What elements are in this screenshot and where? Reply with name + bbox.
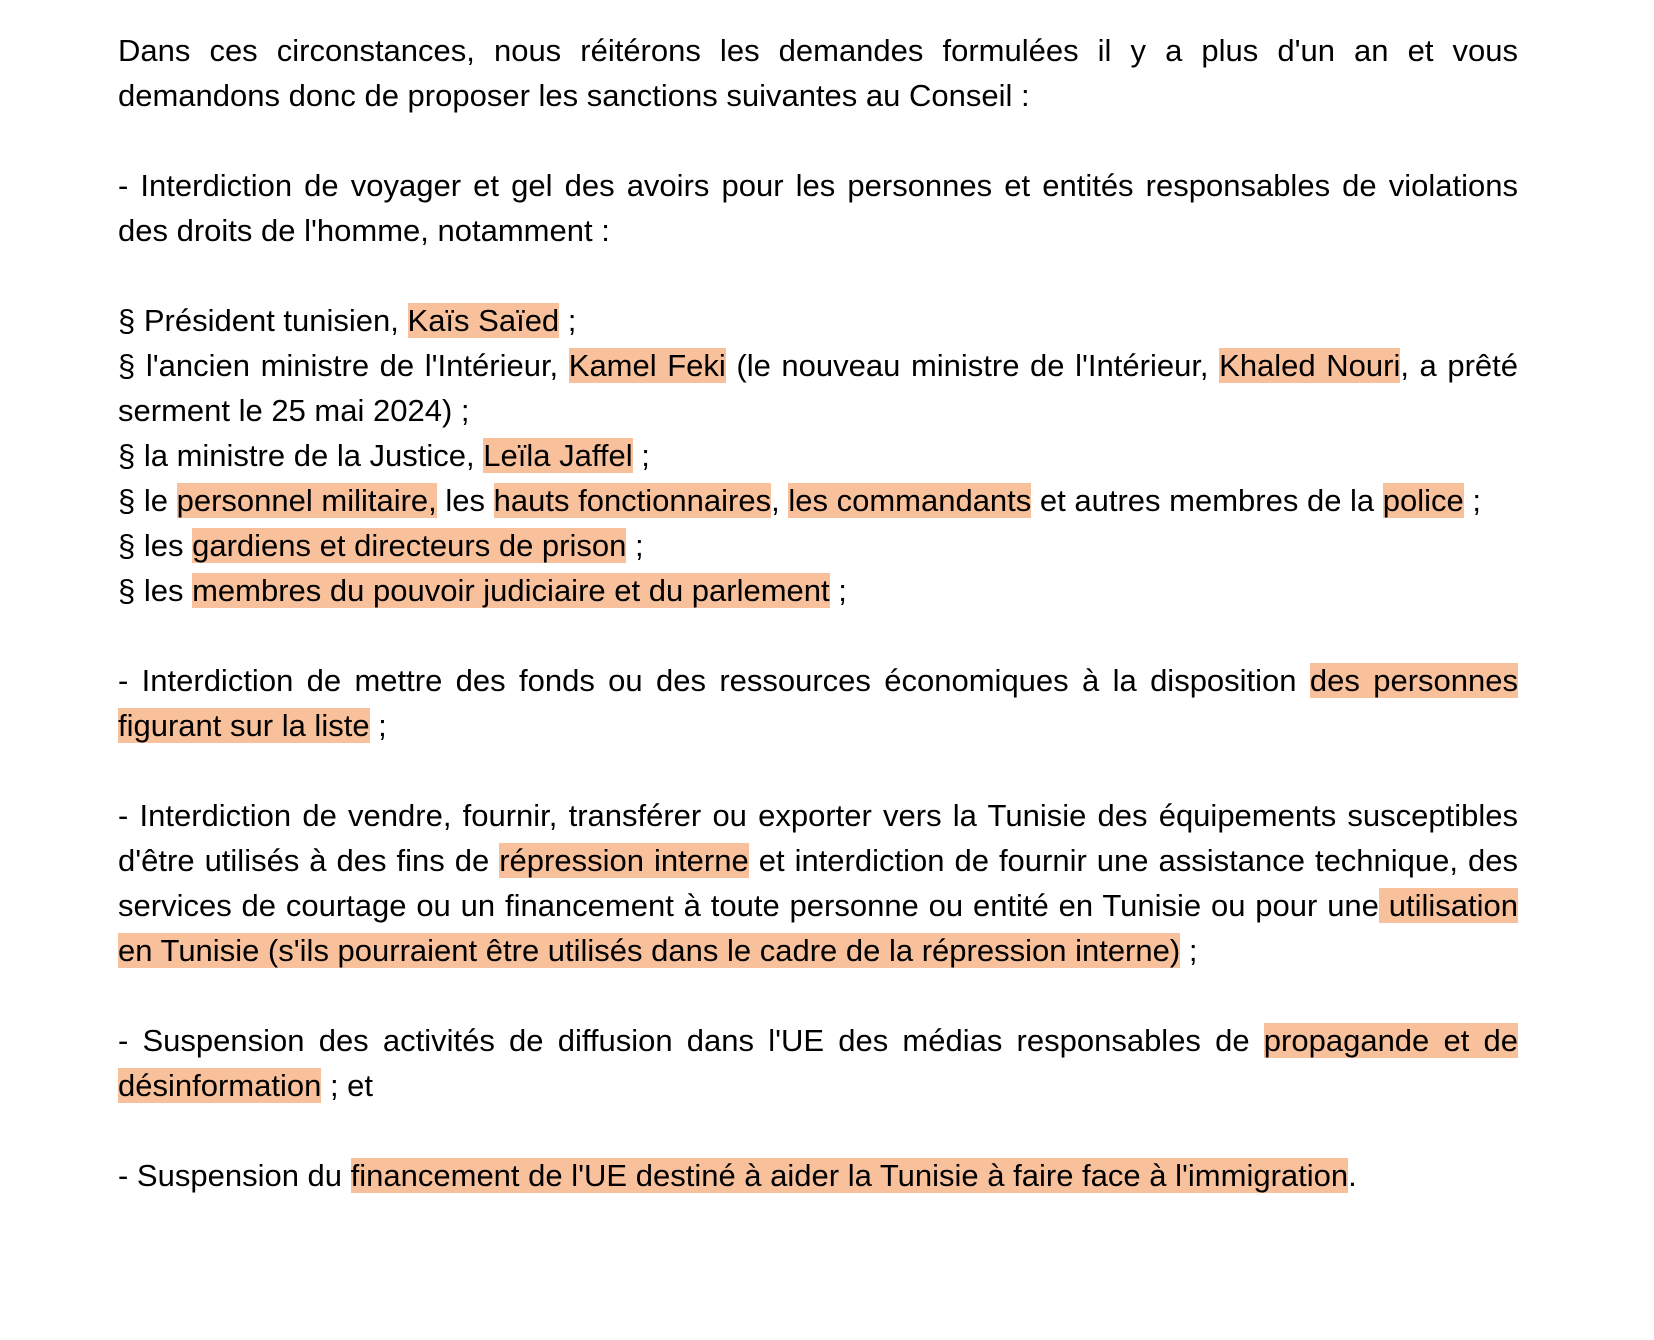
text-segment: (le nouveau ministre de l'Intérieur, bbox=[725, 348, 1220, 383]
list-item bbox=[118, 298, 1518, 343]
highlighted-text: membres du pouvoir judiciaire et du parlement bbox=[192, 573, 830, 608]
highlighted-text: financement de l'UE destiné à aider la Tunisie à faire face à l'immigration bbox=[350, 1158, 1349, 1193]
text-segment: § l'ancien ministre de l'Intérieur, bbox=[118, 348, 569, 383]
text-segment: - Interdiction de mettre des fonds ou des ressources économiques à la disposition bbox=[118, 663, 1310, 698]
text-segment: ; bbox=[1463, 483, 1482, 518]
highlighted-text: hauts fonctionnaires bbox=[493, 483, 772, 518]
persons-list bbox=[118, 298, 1518, 613]
paragraph-travel-ban bbox=[118, 163, 1518, 253]
highlighted-text: répression interne bbox=[499, 843, 749, 878]
text-segment: . bbox=[1348, 1158, 1357, 1193]
paragraph-media-suspension bbox=[118, 1018, 1518, 1108]
text-segment: , bbox=[771, 483, 789, 518]
text-segment: ; bbox=[626, 528, 644, 563]
list-item bbox=[118, 568, 1518, 613]
highlighted-text: Leïla Jaffel bbox=[483, 438, 633, 473]
text-segment: , a prêté serment le 25 mai 2024) ; bbox=[118, 348, 1519, 428]
text-segment: - Suspension des activités de diffusion dans l'UE des médias responsables de bbox=[118, 1023, 1264, 1058]
list-item bbox=[118, 433, 1518, 478]
highlighted-text: police bbox=[1382, 483, 1464, 518]
paragraph-funds-ban bbox=[118, 658, 1518, 748]
text-segment: § Président tunisien, bbox=[118, 303, 408, 338]
text-segment: et interdiction de fournir une assistance technique, des services de courtage ou un financement à toute personne ou entité en Tunisie ou pour une bbox=[118, 843, 1518, 923]
text-segment: ; et bbox=[321, 1068, 374, 1103]
list-item bbox=[118, 343, 1518, 433]
text-segment: ; bbox=[1180, 933, 1198, 968]
text-segment: § la ministre de la Justice, bbox=[118, 438, 484, 473]
paragraph-intro bbox=[118, 28, 1518, 118]
highlighted-text: des personnes figurant sur la liste bbox=[118, 663, 1518, 743]
text-segment: ; bbox=[559, 303, 577, 338]
text-segment: et autres membres de la bbox=[1031, 483, 1383, 518]
text-segment: ; bbox=[369, 708, 387, 743]
text-segment: § les bbox=[118, 528, 193, 563]
highlighted-text: gardiens et directeurs de prison bbox=[192, 528, 627, 563]
text-segment: les bbox=[436, 483, 494, 518]
text-segment: ; bbox=[829, 573, 847, 608]
list-item bbox=[118, 523, 1518, 568]
paragraph-funding-suspension bbox=[118, 1153, 1518, 1198]
highlighted-text: propagande et de désinformation bbox=[118, 1023, 1518, 1103]
paragraph-equipment-ban bbox=[118, 793, 1518, 973]
text-segment: - Interdiction de voyager et gel des avoirs pour les personnes et entités responsables de violations des droits de l'homme, notamment : bbox=[118, 168, 1518, 248]
document-body bbox=[118, 28, 1518, 1198]
highlighted-text: Khaled Nouri bbox=[1219, 348, 1401, 383]
text-segment: Dans ces circonstances, nous réitérons les demandes formulées il y a plus d'un an et vous demandons donc de proposer les sanctions suivantes au Conseil : bbox=[118, 33, 1518, 113]
text-segment: § les bbox=[118, 573, 193, 608]
highlighted-text: Kamel Feki bbox=[568, 348, 726, 383]
text-segment: ; bbox=[632, 438, 650, 473]
highlighted-text: les commandants bbox=[788, 483, 1032, 518]
text-segment: § le bbox=[118, 483, 177, 518]
list-item bbox=[118, 478, 1518, 523]
text-segment: - Interdiction de vendre, fournir, transférer ou exporter vers la Tunisie des équipements susceptibles d'être utilisés à des fins de bbox=[118, 798, 1518, 878]
highlighted-text: personnel militaire, bbox=[176, 483, 437, 518]
highlighted-text: utilisation en Tunisie (s'ils pourraient être utilisés dans le cadre de la répression interne) bbox=[118, 888, 1518, 968]
text-segment: - Suspension du bbox=[118, 1158, 351, 1193]
highlighted-text: Kaïs Saïed bbox=[407, 303, 560, 338]
